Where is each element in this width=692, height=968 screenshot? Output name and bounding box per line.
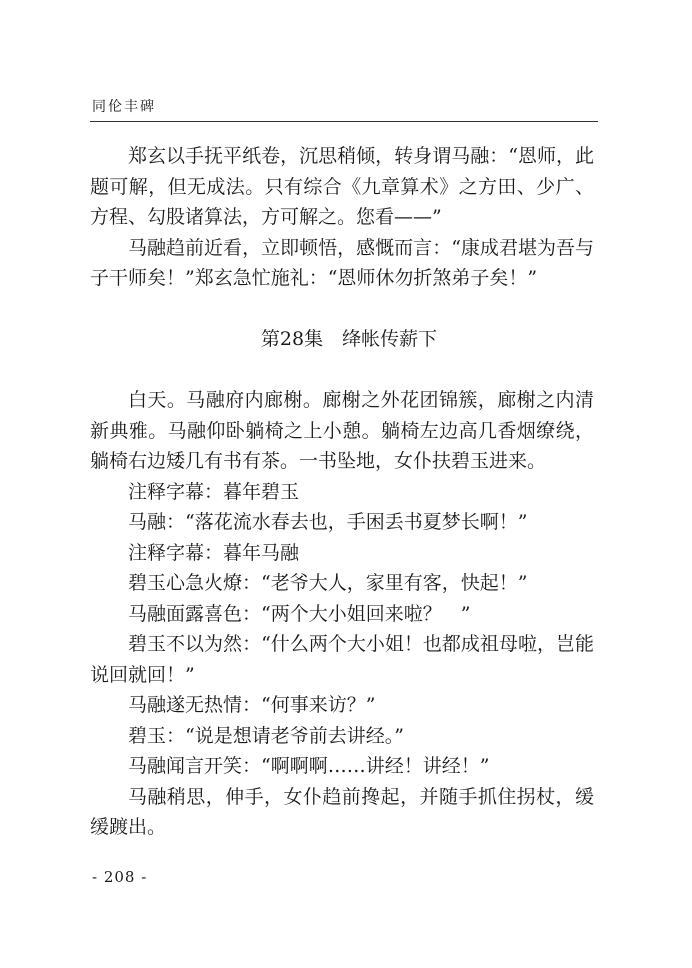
paragraph: 马融：“落花流水春去也，手困丢书夏梦长啊！” bbox=[128, 511, 528, 533]
paragraph: 郑玄以手抚平纸卷，沉思稍倾，转身谓马融：“恩师，此题可解，但无成法。只有综合《九章算术》之方田、少广、方程、勾股诸算法，方可解之。您看——” bbox=[90, 145, 594, 228]
paragraph: 马融趋前近看，立即顿悟，感慨而言：“康成君堪为吾与子干师矣！”郑玄急忙施礼：“恩师休勿折煞弟子矣！” bbox=[90, 236, 594, 289]
paragraph: 白天。马融府内廊榭。廊榭之外花团锦簇，廊榭之内清新典雅。马融仰卧躺椅之上小憩。躺椅左边高几香烟缭绕，躺椅右边矮几有书有茶。一书坠地，女仆扶碧玉进来。 bbox=[90, 389, 594, 472]
paragraph: 马融遂无热情：“何事来访？” bbox=[128, 694, 376, 716]
paragraph: 马融闻言开笑：“啊啊啊……讲经！讲经！” bbox=[128, 755, 490, 777]
section-title: 第28集 绛帐传薪下 bbox=[260, 327, 438, 350]
page-number: - 208 - bbox=[92, 868, 148, 886]
paragraph: 碧玉心急火燎：“老爷大人，家里有客，快起！” bbox=[128, 572, 528, 594]
paragraph: 注释字幕：暮年马融 bbox=[128, 541, 300, 564]
paragraph: 马融面露喜色：“两个大小姐回来啦？ ” bbox=[128, 602, 471, 625]
page-body bbox=[90, 141, 594, 843]
paragraph: 碧玉不以为然：“什么两个大小姐！也都成祖母啦，岂能说回就回！” bbox=[90, 633, 594, 686]
paragraph: 注释字幕：暮年碧玉 bbox=[128, 480, 300, 503]
running-header: 同伦丰碑 bbox=[92, 99, 156, 115]
paragraph: 马融稍思，伸手，女仆趋前搀起，并随手抓住拐杖，缓缓踱出。 bbox=[90, 785, 594, 838]
header-rule bbox=[90, 121, 598, 122]
paragraph: 碧玉：“说是想请老爷前去讲经。” bbox=[128, 724, 404, 747]
